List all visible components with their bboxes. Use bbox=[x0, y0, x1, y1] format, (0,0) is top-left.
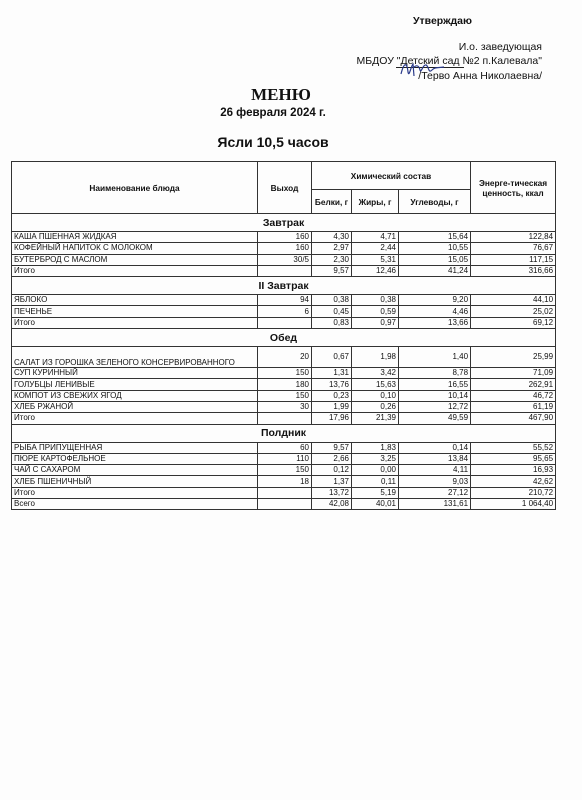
total-label: Итого bbox=[12, 317, 258, 328]
dish-name: ЧАЙ С САХАРОМ bbox=[12, 465, 258, 476]
dish-output: 150 bbox=[258, 368, 312, 379]
dish-fat: 2,44 bbox=[352, 243, 399, 254]
dish-output: 160 bbox=[258, 243, 312, 254]
dish-energy: 262,91 bbox=[471, 379, 556, 390]
dish-energy: 16,93 bbox=[471, 465, 556, 476]
dish-name: КОМПОТ ИЗ СВЕЖИХ ЯГОД bbox=[12, 390, 258, 401]
dish-carbs: 8,78 bbox=[399, 368, 471, 379]
dish-energy: 76,67 bbox=[471, 243, 556, 254]
col-chem-header: Химический состав bbox=[312, 162, 471, 190]
dish-protein: 1,99 bbox=[312, 401, 352, 412]
approval-header: Утверждаю bbox=[412, 15, 472, 27]
dish-output: 30 bbox=[258, 401, 312, 412]
total-label: Итого bbox=[12, 413, 258, 424]
dish-output: 60 bbox=[258, 442, 312, 453]
total-fat: 5,19 bbox=[352, 487, 399, 498]
total-label: Итого bbox=[12, 487, 258, 498]
total-fat: 21,39 bbox=[352, 413, 399, 424]
total-label: Итого bbox=[12, 265, 258, 276]
dish-output: 20 bbox=[258, 347, 312, 368]
dish-carbs: 0,14 bbox=[399, 442, 471, 453]
grand-total-energy: 1 064,40 bbox=[471, 499, 556, 510]
total-energy: 69,12 bbox=[471, 317, 556, 328]
dish-carbs: 15,05 bbox=[399, 254, 471, 265]
dish-name: РЫБА ПРИПУЩЕННАЯ bbox=[12, 442, 258, 453]
dish-carbs: 16,55 bbox=[399, 379, 471, 390]
dish-energy: 95,65 bbox=[471, 453, 556, 464]
menu-body bbox=[12, 214, 556, 510]
dish-protein: 2,30 bbox=[312, 254, 352, 265]
approval-position: И.о. заведующая bbox=[458, 41, 542, 53]
dish-fat: 0,11 bbox=[352, 476, 399, 487]
dish-carbs: 4,46 bbox=[399, 306, 471, 317]
dish-name: СУП КУРИННЫЙ bbox=[12, 368, 258, 379]
dish-name: ХЛЕБ РЖАНОЙ bbox=[12, 401, 258, 412]
dish-output: 94 bbox=[258, 295, 312, 306]
col-name-header: Наименование блюда bbox=[12, 162, 258, 214]
dish-protein: 2,66 bbox=[312, 453, 352, 464]
dish-energy: 61,19 bbox=[471, 401, 556, 412]
dish-output: 18 bbox=[258, 476, 312, 487]
dish-output: 180 bbox=[258, 379, 312, 390]
section-title: Завтрак bbox=[12, 214, 556, 232]
col-carbs-header: Углеводы, г bbox=[399, 190, 471, 214]
dish-carbs: 9,20 bbox=[399, 295, 471, 306]
dish-name: КОФЕЙНЫЙ НАПИТОК С МОЛОКОМ bbox=[12, 243, 258, 254]
menu-table bbox=[11, 161, 556, 510]
total-carbs: 27,12 bbox=[399, 487, 471, 498]
dish-fat: 15,63 bbox=[352, 379, 399, 390]
total-fat: 12,46 bbox=[352, 265, 399, 276]
total-protein: 17,96 bbox=[312, 413, 352, 424]
dish-protein: 0,45 bbox=[312, 306, 352, 317]
dish-name: ПЕЧЕНЬЕ bbox=[12, 306, 258, 317]
dish-fat: 0,10 bbox=[352, 390, 399, 401]
dish-output: 150 bbox=[258, 465, 312, 476]
dish-name: САЛАТ ИЗ ГОРОШКА ЗЕЛЕНОГО КОНСЕРВИРОВАННОГО bbox=[12, 347, 258, 368]
total-energy: 467,90 bbox=[471, 413, 556, 424]
dish-protein: 9,57 bbox=[312, 442, 352, 453]
dish-fat: 0,38 bbox=[352, 295, 399, 306]
dish-energy: 44,10 bbox=[471, 295, 556, 306]
dish-fat: 0,00 bbox=[352, 465, 399, 476]
total-protein: 13,72 bbox=[312, 487, 352, 498]
dish-output: 160 bbox=[258, 232, 312, 243]
dish-carbs: 12,72 bbox=[399, 401, 471, 412]
menu-date: 26 февраля 2024 г. bbox=[220, 107, 326, 119]
dish-fat: 1,98 bbox=[352, 347, 399, 368]
menu-group: Ясли 10,5 часов bbox=[217, 134, 329, 150]
dish-name: БУТЕРБРОД С МАСЛОМ bbox=[12, 254, 258, 265]
dish-output: 30/5 bbox=[258, 254, 312, 265]
col-protein-header: Белки, г bbox=[312, 190, 352, 214]
section-title: II Завтрак bbox=[12, 277, 556, 295]
dish-energy: 71,09 bbox=[471, 368, 556, 379]
dish-energy: 122,84 bbox=[471, 232, 556, 243]
dish-protein: 2,97 bbox=[312, 243, 352, 254]
dish-name: ЯБЛОКО bbox=[12, 295, 258, 306]
col-fat-header: Жиры, г bbox=[352, 190, 399, 214]
signature-image bbox=[398, 58, 448, 82]
page-title: МЕНЮ bbox=[251, 85, 311, 104]
dish-protein: 1,37 bbox=[312, 476, 352, 487]
dish-energy: 117,15 bbox=[471, 254, 556, 265]
dish-energy: 55,52 bbox=[471, 442, 556, 453]
dish-name: КАША ПШЕННАЯ ЖИДКАЯ bbox=[12, 232, 258, 243]
section-title: Полдник bbox=[12, 424, 556, 442]
total-carbs: 13,66 bbox=[399, 317, 471, 328]
dish-protein: 0,12 bbox=[312, 465, 352, 476]
total-protein: 9,57 bbox=[312, 265, 352, 276]
dish-fat: 4,71 bbox=[352, 232, 399, 243]
dish-carbs: 10,14 bbox=[399, 390, 471, 401]
grand-total-label: Всего bbox=[12, 499, 258, 510]
dish-carbs: 1,40 bbox=[399, 347, 471, 368]
dish-protein: 13,76 bbox=[312, 379, 352, 390]
dish-protein: 4,30 bbox=[312, 232, 352, 243]
dish-energy: 25,02 bbox=[471, 306, 556, 317]
approval-name: /Терво Анна Николаевна/ bbox=[418, 70, 542, 82]
dish-name: ГОЛУБЦЫ ЛЕНИВЫЕ bbox=[12, 379, 258, 390]
col-output-header: Выход bbox=[258, 162, 312, 214]
grand-total-protein: 42,08 bbox=[312, 499, 352, 510]
col-energy-header: Энерге-тическая ценность, ккал bbox=[471, 162, 556, 214]
grand-total-carbs: 131,61 bbox=[399, 499, 471, 510]
dish-output: 110 bbox=[258, 453, 312, 464]
dish-fat: 1,83 bbox=[352, 442, 399, 453]
dish-energy: 42,62 bbox=[471, 476, 556, 487]
dish-output: 150 bbox=[258, 390, 312, 401]
dish-carbs: 9,03 bbox=[399, 476, 471, 487]
dish-energy: 46,72 bbox=[471, 390, 556, 401]
total-energy: 316,66 bbox=[471, 265, 556, 276]
dish-energy: 25,99 bbox=[471, 347, 556, 368]
dish-fat: 0,26 bbox=[352, 401, 399, 412]
dish-carbs: 13,84 bbox=[399, 453, 471, 464]
dish-protein: 0,67 bbox=[312, 347, 352, 368]
total-carbs: 41,24 bbox=[399, 265, 471, 276]
total-energy: 210,72 bbox=[471, 487, 556, 498]
dish-fat: 3,25 bbox=[352, 453, 399, 464]
dish-fat: 5,31 bbox=[352, 254, 399, 265]
total-carbs: 49,59 bbox=[399, 413, 471, 424]
dish-protein: 0,23 bbox=[312, 390, 352, 401]
dish-protein: 0,38 bbox=[312, 295, 352, 306]
dish-name: ХЛЕБ ПШЕНИЧНЫЙ bbox=[12, 476, 258, 487]
total-fat: 0,97 bbox=[352, 317, 399, 328]
grand-total-fat: 40,01 bbox=[352, 499, 399, 510]
dish-carbs: 15,64 bbox=[399, 232, 471, 243]
dish-fat: 0,59 bbox=[352, 306, 399, 317]
dish-carbs: 4,11 bbox=[399, 465, 471, 476]
dish-output: 6 bbox=[258, 306, 312, 317]
dish-protein: 1,31 bbox=[312, 368, 352, 379]
dish-name: ПЮРЕ КАРТОФЕЛЬНОЕ bbox=[12, 453, 258, 464]
total-protein: 0,83 bbox=[312, 317, 352, 328]
approval-org: МБДОУ "Детский сад №2 п.Калевала" bbox=[356, 55, 542, 67]
dish-fat: 3,42 bbox=[352, 368, 399, 379]
section-title: Обед bbox=[12, 329, 556, 347]
dish-carbs: 10,55 bbox=[399, 243, 471, 254]
